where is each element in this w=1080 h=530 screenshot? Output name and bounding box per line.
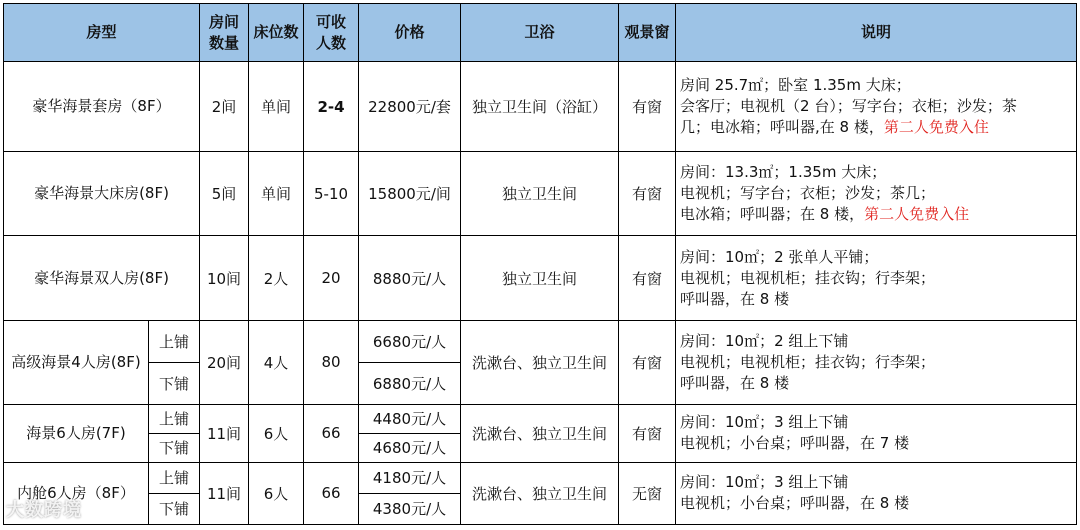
price-lower: 4680元/人 [359, 433, 461, 462]
header-description: 说明 [676, 4, 1077, 62]
header-room-count: 房间数量 [200, 4, 249, 62]
bed-count: 4人 [249, 320, 304, 404]
header-window: 观景窗 [619, 4, 676, 62]
description-line: 房间 25.7㎡；卧室 1.35m 大床； [680, 76, 911, 95]
price-lower: 4380元/人 [359, 493, 461, 524]
description-line: 呼叫器，在 8 楼 [680, 373, 790, 392]
description-line: 电视机；写字台；衣柜；沙发；茶几； [680, 184, 936, 203]
room-name: 海景6人房(7F) [4, 404, 149, 462]
window: 无窗 [619, 462, 676, 524]
capacity: 66 [304, 404, 359, 462]
description-line: 房间：10㎡；2 组上下铺 [680, 331, 849, 350]
bath: 洗漱台、独立卫生间 [461, 320, 619, 404]
free-second-guest-note: 第二人免费入住 [883, 118, 989, 137]
description-text: 电冰箱；呼叫器；在 8 楼， [680, 205, 865, 224]
room-count: 2间 [200, 62, 249, 152]
bed-count: 6人 [249, 462, 304, 524]
room-name: 豪华海景套房（8F） [4, 62, 200, 152]
price: 8880元/人 [359, 236, 461, 320]
description [676, 462, 1077, 524]
capacity: 80 [304, 320, 359, 404]
lower-bunk-label: 下铺 [149, 433, 200, 462]
description [676, 236, 1077, 320]
header-capacity: 可收人数 [304, 4, 359, 62]
description-line: 电视机；电视机柜；挂衣钩；行李架； [680, 352, 936, 371]
free-second-guest-note: 第二人免费入住 [864, 205, 970, 224]
capacity: 2-4 [304, 62, 359, 152]
room-count: 20间 [200, 320, 249, 404]
table-row [4, 462, 1077, 493]
room-name: 豪华海景双人房(8F) [4, 236, 200, 320]
bed-count: 单间 [249, 152, 304, 236]
price-lower: 6880元/人 [359, 362, 461, 404]
window: 有窗 [619, 320, 676, 404]
upper-bunk-label: 上铺 [149, 320, 200, 362]
description [676, 320, 1077, 404]
window: 有窗 [619, 62, 676, 152]
header-room-type: 房型 [4, 4, 200, 62]
bed-count: 单间 [249, 62, 304, 152]
description-line: 会客厅；电视机（2 台）；写字台；衣柜；沙发；茶 [680, 97, 1017, 116]
room-count: 5间 [200, 152, 249, 236]
description-line [680, 117, 1072, 138]
bath: 独立卫生间 [461, 236, 619, 320]
description-line: 电视机；小台桌；呼叫器，在 7 楼 [680, 434, 910, 453]
bath: 独立卫生间 [461, 152, 619, 236]
price-upper: 6680元/人 [359, 320, 461, 362]
upper-bunk-label: 上铺 [149, 462, 200, 493]
description-line: 房间：10㎡；2 张单人平铺； [680, 247, 879, 266]
price: 15800元/间 [359, 152, 461, 236]
table-row [4, 320, 1077, 362]
bed-count: 6人 [249, 404, 304, 462]
description-line: 电视机；小台桌；呼叫器，在 8 楼 [680, 494, 910, 513]
bed-count: 2人 [249, 236, 304, 320]
description-line: 房间：13.3㎡；1.35m 大床； [680, 163, 887, 182]
window: 有窗 [619, 152, 676, 236]
header-price: 价格 [359, 4, 461, 62]
capacity: 20 [304, 236, 359, 320]
table-header-row [4, 4, 1077, 62]
table-row [4, 152, 1077, 236]
bath: 洗漱台、独立卫生间 [461, 462, 619, 524]
capacity: 5-10 [304, 152, 359, 236]
description-text: 几；电冰箱；呼叫器,在 8 楼， [680, 118, 884, 137]
watermark: 大数跨境 [6, 500, 82, 521]
bath: 独立卫生间（浴缸） [461, 62, 619, 152]
room-name: 内舱6人房（8F） [4, 462, 149, 524]
price-upper: 4180元/人 [359, 462, 461, 493]
description-line: 房间：10㎡；3 组上下铺 [680, 473, 849, 492]
header-beds: 床位数 [249, 4, 304, 62]
description-line [680, 204, 1072, 225]
description-line: 房间：10㎡；3 组上下铺 [680, 413, 849, 432]
room-count: 11间 [200, 462, 249, 524]
room-count: 10间 [200, 236, 249, 320]
description [676, 152, 1077, 236]
table-row [4, 404, 1077, 433]
header-bath: 卫浴 [461, 4, 619, 62]
price-upper: 4480元/人 [359, 404, 461, 433]
description [676, 404, 1077, 462]
table-row [4, 62, 1077, 152]
room-type-table [3, 3, 1077, 525]
room-name: 豪华海景大床房(8F) [4, 152, 200, 236]
window: 有窗 [619, 236, 676, 320]
window: 有窗 [619, 404, 676, 462]
upper-bunk-label: 上铺 [149, 404, 200, 433]
description-line: 呼叫器，在 8 楼 [680, 289, 790, 308]
description-line: 电视机；电视机柜；挂衣钩；行李架； [680, 268, 936, 287]
room-name: 高级海景4人房(8F) [4, 320, 149, 404]
room-count: 11间 [200, 404, 249, 462]
price: 22800元/套 [359, 62, 461, 152]
lower-bunk-label: 下铺 [149, 362, 200, 404]
lower-bunk-label: 下铺 [149, 493, 200, 524]
capacity: 66 [304, 462, 359, 524]
bath: 洗漱台、独立卫生间 [461, 404, 619, 462]
table-row [4, 236, 1077, 320]
description [676, 62, 1077, 152]
